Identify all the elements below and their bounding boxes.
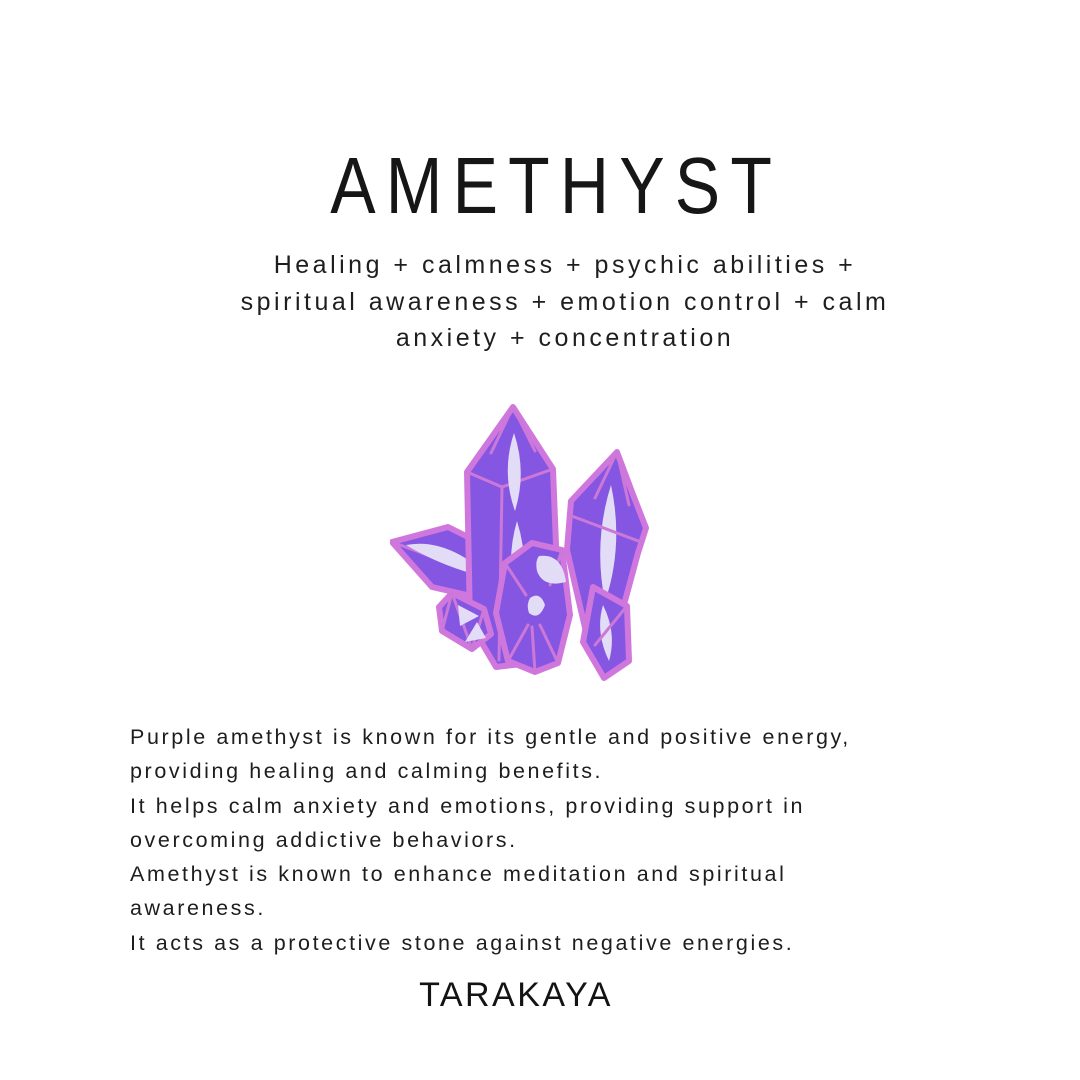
subtitle-properties	[25, 247, 1080, 357]
description-line: overcoming addictive behaviors.	[130, 827, 518, 852]
subtitle-line: spiritual awareness + emotion control + calm	[240, 287, 890, 316]
page-title: AMETHYST	[330, 141, 783, 230]
amethyst-crystal-illustration	[390, 395, 710, 685]
crystal-center	[496, 543, 570, 672]
brand-name: TARAKAYA	[419, 976, 613, 1014]
description-line: Purple amethyst is known for its gentle and positive energy,	[130, 725, 851, 749]
description-line: It acts as a protective stone against negative energies.	[130, 930, 795, 955]
description-line: It helps calm anxiety and emotions, providing support in	[130, 793, 806, 818]
subtitle-line: anxiety + concentration	[395, 324, 735, 352]
description-text	[130, 720, 1030, 960]
description-line: providing healing and calming benefits.	[130, 759, 604, 784]
description-line: awareness.	[130, 896, 266, 921]
description-line: Amethyst is known to enhance meditation and spiritual	[130, 862, 787, 887]
subtitle-line: Healing + calmness + psychic abilities +	[273, 251, 857, 279]
crystal-bottom-right	[583, 587, 629, 678]
